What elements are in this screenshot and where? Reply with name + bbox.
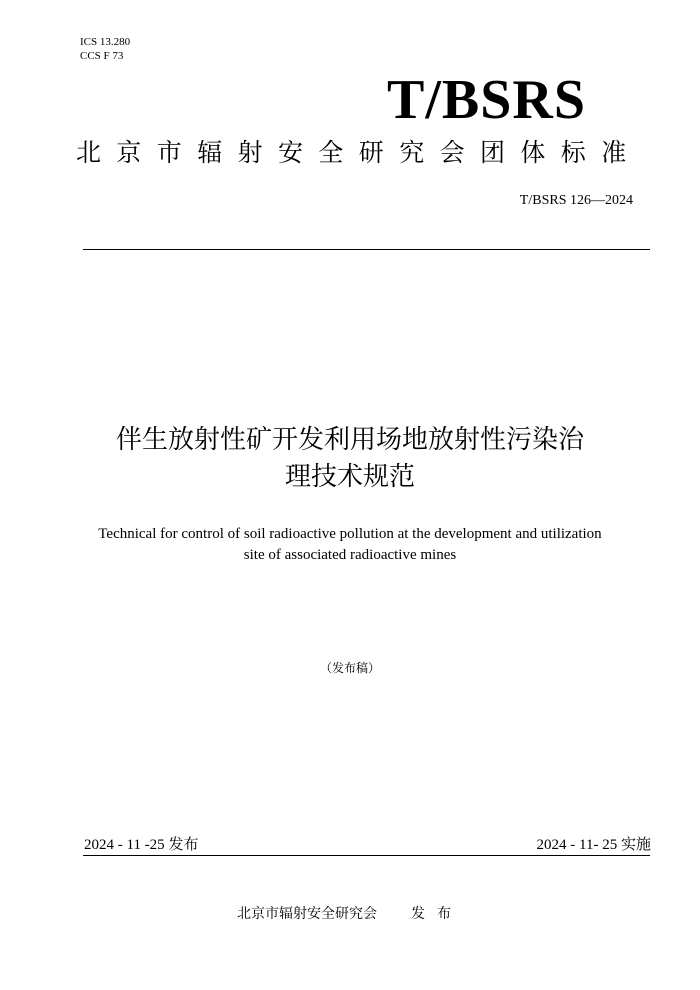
implementation-date: 2024 - 11- 25 xyxy=(536,837,618,853)
issuer-name: 北京市辐射安全研究会 xyxy=(237,906,377,922)
title-cn-line-1: 伴生放射性矿开发利用场地放射性污染治 xyxy=(115,425,584,455)
implementation-label: 实施 xyxy=(620,835,651,853)
issuer-line xyxy=(0,904,700,924)
organization-standard-title: 北京市辐射安全研究会团体标准 xyxy=(76,138,642,167)
issuer-action: 发布 xyxy=(411,906,463,922)
issue-date: 2024 - 11 -25 xyxy=(84,837,165,853)
draft-status: （发布稿） xyxy=(319,661,380,675)
ccs-code: CCS F 73 xyxy=(80,50,124,62)
issue-label: 发布 xyxy=(168,835,199,853)
footer-divider xyxy=(83,855,650,856)
standard-number: T/BSRS 126—2024 xyxy=(519,193,633,208)
implementation-date-row xyxy=(537,834,651,855)
document-title-en xyxy=(60,524,640,566)
issue-date-row xyxy=(84,834,198,855)
header-divider xyxy=(83,249,650,250)
document-title-cn xyxy=(60,422,640,496)
ics-code: ICS 13.280 xyxy=(80,36,131,48)
title-en-line-1: Technical for control of soil radioactive pollution at the development and utilization xyxy=(98,526,602,542)
title-cn-line-2: 理技术规范 xyxy=(284,462,415,492)
title-en-line-2: site of associated radioactive mines xyxy=(243,547,457,563)
standard-logo: T/BSRS xyxy=(387,69,586,131)
